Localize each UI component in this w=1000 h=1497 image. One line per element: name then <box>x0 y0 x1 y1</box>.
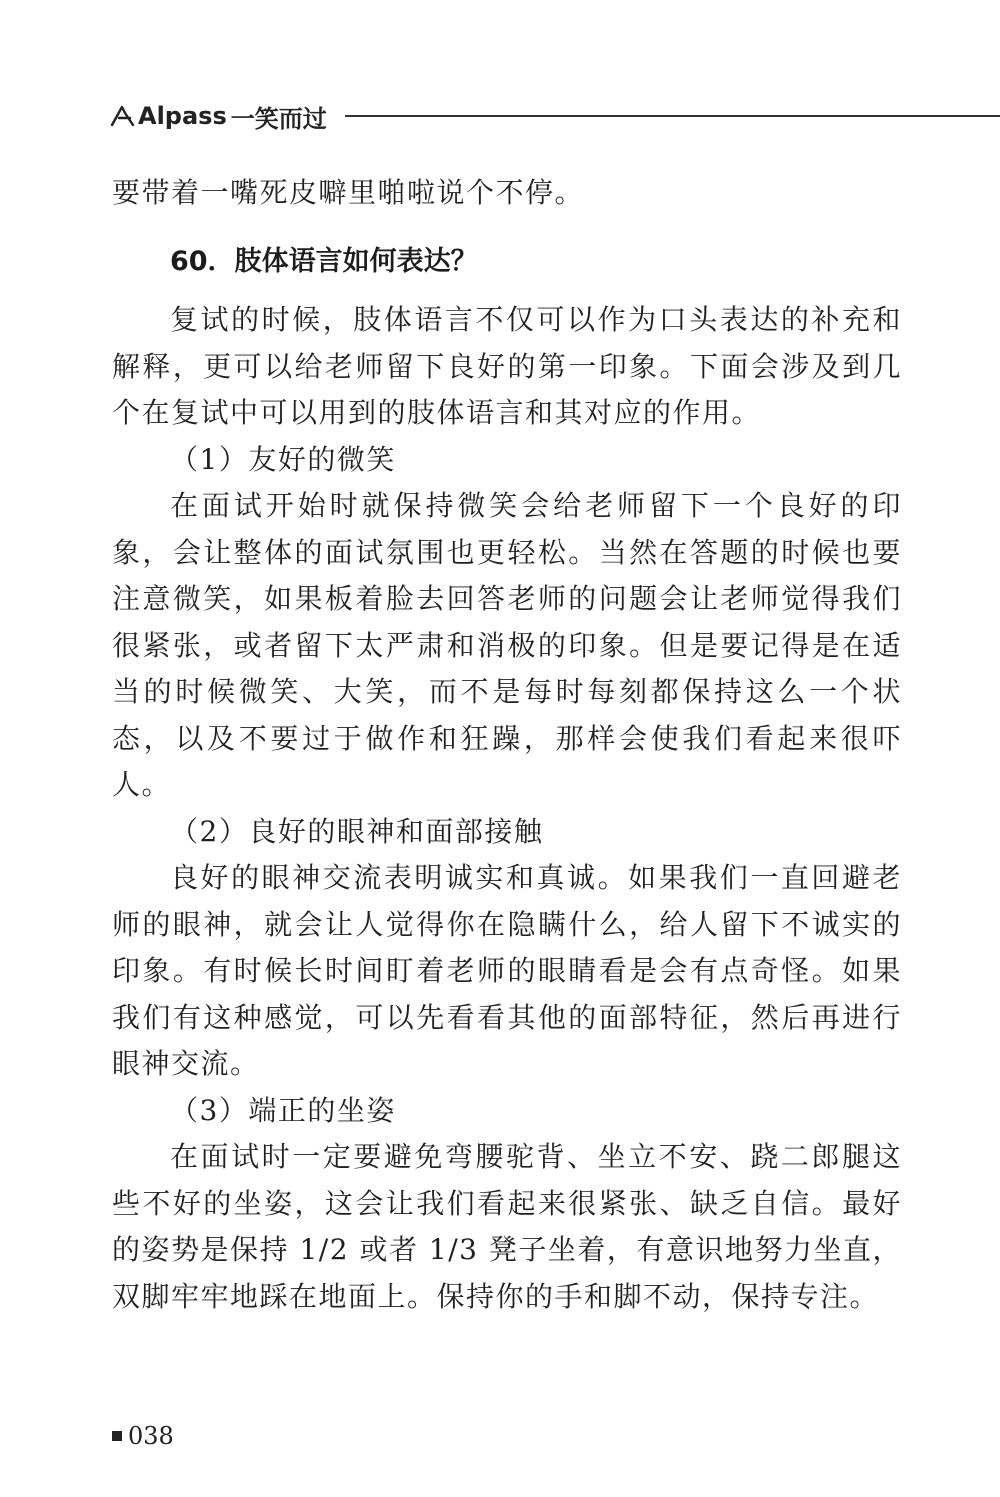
item-text-smile: 在面试开始时就保持微笑会给老师留下一个良好的印象，会让整体的面试氛围也更轻松。当然在答题的时候也要注意微笑，如果板着脸去回答老师的问题会让老师觉得我们很紧张，或者留下太严肃和消极的印象。但是要记得是在适当的时候微笑、大笑，而不是每时每刻都保持这么一个状态，以及不要过于做作和狂躁，那样会使我们看起来很吓人。 <box>112 489 902 801</box>
carryover-paragraph: 要带着一嘴死皮噼里啪啦说个不停。 <box>112 176 585 209</box>
item-text-eye-contact: 良好的眼神交流表明诚实和真诚。如果我们一直回避老师的眼神，就会让人觉得你在隐瞒什么，给人留下不诚实的印象。有时候长时间盯着老师的眼睛看是会有点奇怪。如果我们有这种感觉，可以先看看其他的面部特征，然后再进行眼神交流。 <box>112 861 902 1080</box>
intro-paragraph: 复试的时候，肢体语言不仅可以作为口头表达的补充和解释，更可以给老师留下良好的第一印象。下面会涉及到几个在复试中可以用到的肢体语言和其对应的作用。 <box>112 303 902 429</box>
section-title: 60．肢体语言如何表达？ <box>170 245 478 277</box>
page-body <box>112 160 902 1320</box>
running-header <box>110 96 1000 136</box>
logo-icon <box>110 103 136 129</box>
brand-logo <box>110 99 327 134</box>
item-title-eye-contact: （2）良好的眼神和面部接触 <box>170 814 544 848</box>
header-rule <box>345 115 1000 117</box>
page-marker-square <box>112 1431 122 1441</box>
logo-brand-text: Alpass <box>138 102 227 130</box>
item-text-posture: 在面试时一定要避免弯腰驼背、坐立不安、跷二郎腿这些不好的坐姿，这会让我们看起来很紧张、缺乏自信。最好的姿势是保持 1/2 或者 1/3 凳子坐着，有意识地努力坐直，双脚牢牢地踩在地面上。保持你的手和脚不动，保持专注。 <box>112 1140 902 1313</box>
logo-tagline: 一笑而过 <box>230 104 327 133</box>
item-title-smile: （1）友好的微笑 <box>170 442 396 476</box>
page-number: 038 <box>128 1422 174 1450</box>
page-footer <box>112 1422 174 1450</box>
item-title-posture: （3）端正的坐姿 <box>170 1093 396 1127</box>
